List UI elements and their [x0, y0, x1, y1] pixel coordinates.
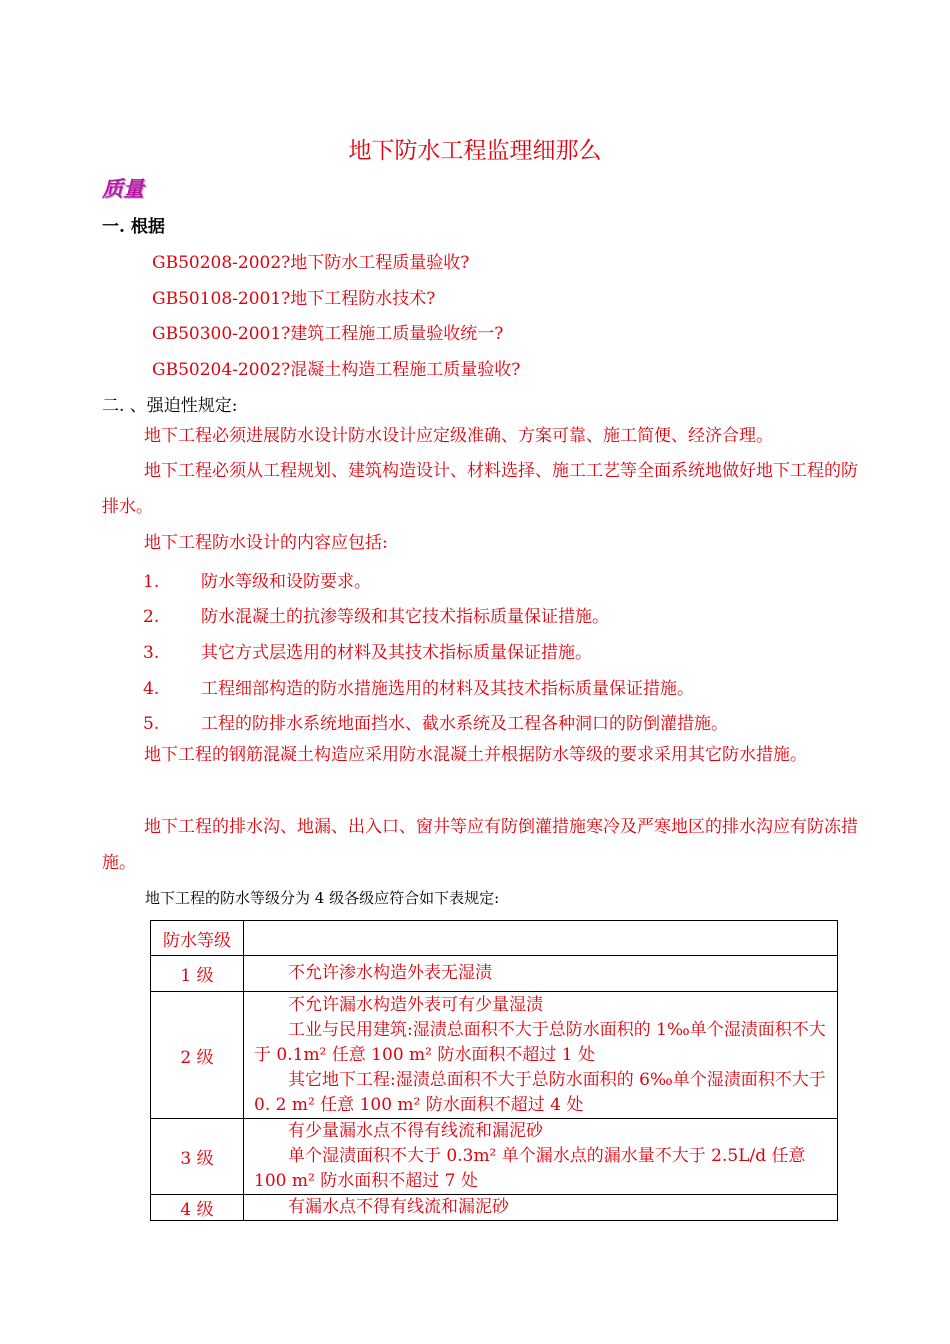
- list-text: 工程细部构造的防水措施选用的材料及其技术指标质量保证措施。: [201, 679, 694, 699]
- page-title: 地下防水工程监理细那么: [348, 138, 602, 164]
- table-header-row: [151, 921, 838, 956]
- list-item: [143, 567, 371, 592]
- grade-cell: 1 级: [151, 956, 244, 992]
- list-number: 5.: [143, 714, 160, 734]
- list-number: 2.: [143, 607, 160, 627]
- heading-basis: 一. 根据: [102, 217, 165, 237]
- table-caption: 地下工程的防水等级分为 4 级各级应符合如下表规定:: [145, 889, 500, 907]
- standard-item: GB50208-2002?地下防水工程质量验收?: [152, 253, 470, 273]
- list-text: 防水等级和设防要求。: [201, 572, 371, 592]
- section-heading-quality: 质量: [102, 176, 144, 201]
- header-cell: 防水等级: [151, 921, 244, 956]
- list-item: [143, 638, 592, 663]
- waterproof-grade-table: [150, 920, 838, 1221]
- table-row: [151, 1195, 838, 1221]
- list-item: [143, 709, 728, 734]
- standard-item: GB50108-2001?地下工程防水技术?: [152, 289, 436, 309]
- standard-item: GB50204-2002?混凝土构造工程施工质量验收?: [152, 360, 521, 380]
- description-line: 不允许渗水构造外表无湿渍: [288, 963, 492, 983]
- table-row: [151, 1119, 838, 1195]
- description-line: 单个湿渍面积不大于 0.3m² 单个漏水点的漏水量不大于 2.5L/d 任意 100 m² 防水面积不超过 7 处: [254, 1146, 806, 1191]
- paragraph: 地下工程必须从工程规划、建筑构造设计、材料选择、施工工艺等全面系统地做好地下工程的防排水。: [102, 461, 858, 517]
- list-number: 3.: [143, 643, 160, 663]
- heading-mandatory-rules: 二. 、强迫性规定:: [102, 396, 238, 416]
- standard-item: GB50300-2001?建筑工程施工质量验收统一?: [152, 324, 504, 344]
- list-number: 4.: [143, 679, 160, 699]
- header-cell-empty: [244, 921, 838, 956]
- grade-description: [244, 992, 838, 1119]
- list-text: 防水混凝土的抗渗等级和其它技术指标质量保证措施。: [201, 607, 609, 627]
- description-line: 有少量漏水点不得有线流和漏泥砂: [288, 1121, 543, 1141]
- paragraph: 地下工程防水设计的内容应包括:: [144, 533, 388, 553]
- grade-description: [244, 1195, 838, 1221]
- list-text: 工程的防排水系统地面挡水、截水系统及工程各种洞口的防倒灌措施。: [201, 714, 728, 734]
- list-item: [143, 602, 609, 627]
- list-text: 其它方式层选用的材料及其技术指标质量保证措施。: [201, 643, 592, 663]
- description-line: 不允许漏水构造外表可有少量湿渍: [288, 994, 543, 1015]
- description-line: 其它地下工程:湿渍总面积不大于总防水面积的 6‰单个湿渍面积不大于 0. 2 m² 任意 100 m² 防水面积不超过 4 处: [254, 1069, 826, 1115]
- description-line: 工业与民用建筑:湿渍总面积不大于总防水面积的 1‰单个湿渍面积不大于 0.1m² 任意 100 m² 防水面积不超过 1 处: [254, 1019, 826, 1065]
- list-number: 1.: [143, 572, 160, 592]
- grade-description: [244, 956, 838, 992]
- grade-description: [244, 1119, 838, 1195]
- paragraph: 地下工程必须进展防水设计防水设计应定级准确、方案可靠、施工简便、经济合理。: [144, 426, 773, 446]
- list-item: [143, 674, 694, 699]
- paragraph: 地下工程的钢筋混凝土构造应采用防水混凝土并根据防水等级的要求采用其它防水措施。: [144, 745, 807, 765]
- grade-cell: 3 级: [151, 1119, 244, 1195]
- paragraph: 地下工程的排水沟、地漏、出入口、窗井等应有防倒灌措施寒冷及严寒地区的排水沟应有防冻措施。: [102, 817, 858, 873]
- grade-cell: 4 级: [151, 1195, 244, 1221]
- grade-cell: 2 级: [151, 992, 244, 1119]
- description-line: 有漏水点不得有线流和漏泥砂: [288, 1197, 509, 1217]
- table-row: [151, 956, 838, 992]
- table-row: [151, 992, 838, 1119]
